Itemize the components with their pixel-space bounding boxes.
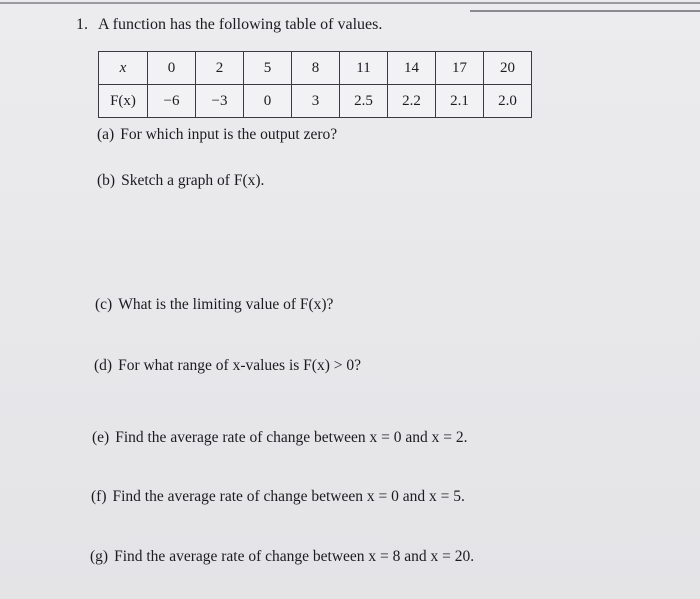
table-cell: 17	[436, 52, 484, 85]
top-divider-right	[470, 10, 700, 12]
part-c-label: (c)	[95, 296, 113, 313]
part-e-label: (e)	[92, 429, 110, 446]
table-cell: 2.5	[340, 85, 388, 118]
table-cell: 0	[244, 85, 292, 118]
table-cell: 3	[292, 85, 340, 118]
part-b-label: (b)	[97, 172, 116, 189]
part-d-label: (d)	[94, 357, 113, 374]
part-e-text: Find the average rate of change between x = 0 and x = 2.	[115, 429, 468, 446]
table-row-x	[99, 52, 532, 85]
table-cell: 20	[484, 52, 532, 85]
table-cell: −3	[196, 85, 244, 118]
table-header-fx: F(x)	[99, 85, 148, 118]
table-header-x: x	[99, 52, 148, 85]
part-c-text: What is the limiting value of F(x)?	[118, 296, 334, 313]
part-a-text: For which input is the output zero?	[120, 126, 338, 143]
part-d	[94, 357, 361, 375]
part-a-label: (a)	[97, 126, 115, 143]
part-g	[90, 548, 474, 566]
part-a	[97, 126, 337, 144]
top-divider	[0, 2, 700, 4]
part-d-text: For what range of x-values is F(x) > 0?	[118, 357, 361, 374]
part-e	[92, 429, 468, 447]
table-cell: −6	[148, 85, 196, 118]
table-cell: 2.1	[436, 85, 484, 118]
question-text: A function has the following table of values.	[98, 16, 383, 33]
values-table	[98, 51, 532, 118]
part-g-label: (g)	[90, 548, 109, 565]
table-cell: 14	[388, 52, 436, 85]
part-g-text: Find the average rate of change between x = 8 and x = 20.	[114, 548, 475, 565]
table-cell: 0	[148, 52, 196, 85]
table-cell: 2.0	[484, 85, 532, 118]
table-cell: 2	[196, 52, 244, 85]
part-b-text: Sketch a graph of F(x).	[121, 172, 265, 189]
part-f-text: Find the average rate of change between x = 0 and x = 5.	[112, 488, 465, 505]
part-c	[95, 296, 333, 314]
table-cell: 8	[292, 52, 340, 85]
table-cell: 5	[244, 52, 292, 85]
table-row-fx	[99, 85, 532, 118]
part-b	[97, 172, 264, 190]
table-cell: 2.2	[388, 85, 436, 118]
table-cell: 11	[340, 52, 388, 85]
question-number: 1.	[76, 16, 88, 33]
part-f-label: (f)	[91, 488, 107, 505]
part-f	[91, 488, 465, 506]
